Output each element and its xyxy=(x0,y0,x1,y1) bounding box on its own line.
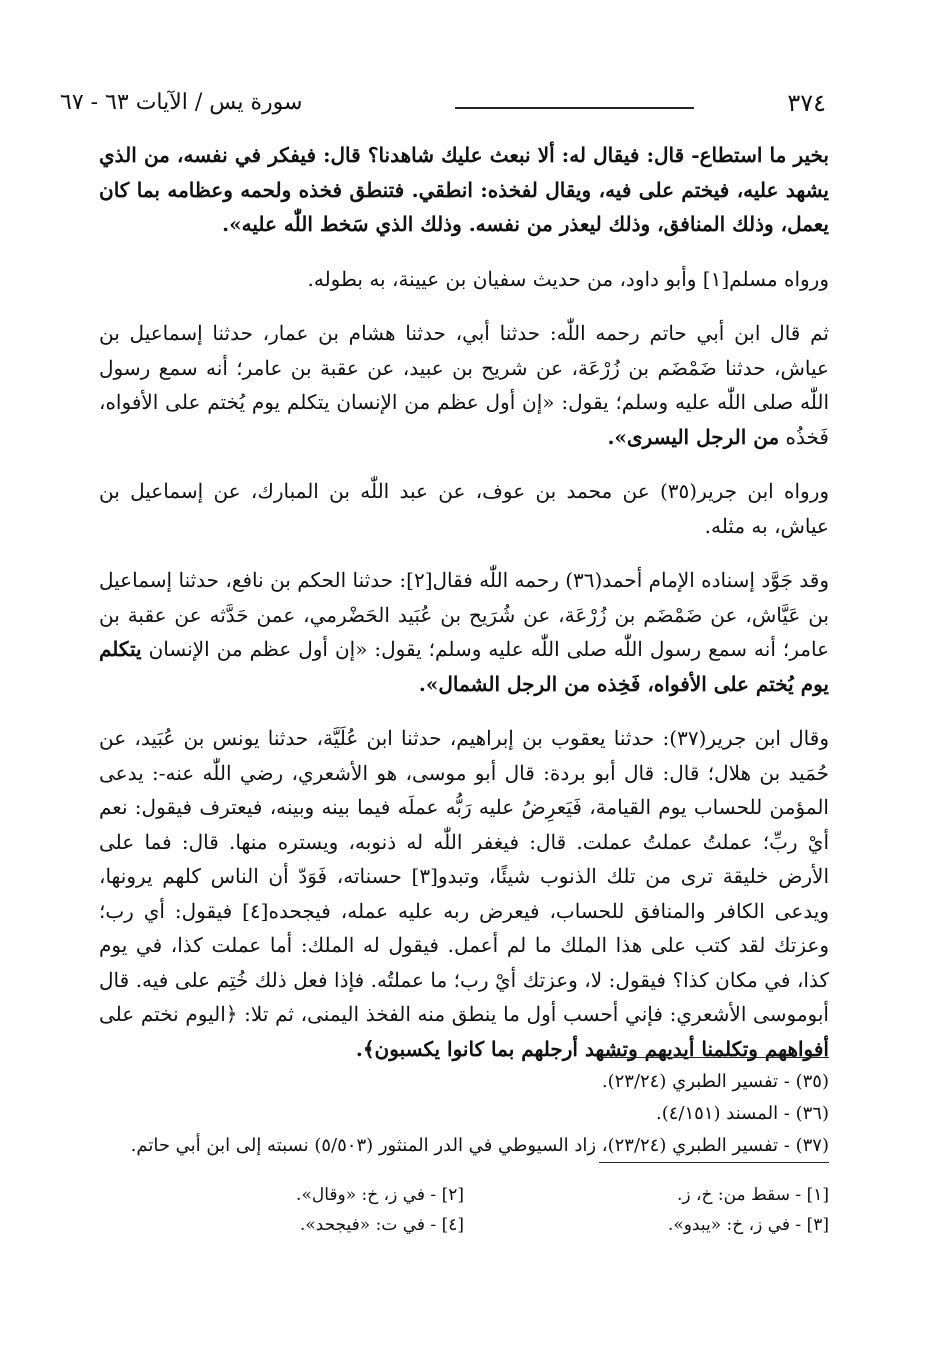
variants-rule xyxy=(599,1162,829,1163)
manuscript-variants xyxy=(99,1180,829,1240)
text-line: وقد جَوَّد إسناده الإمام أحمد(٣٦) رحمه اللّٰه فقال[٢]: حدثنا الحكم بن نافع، حدثنا xyxy=(178,568,830,592)
text-line: كان يعمل، وذلك المنافق، وذلك ليعذر من نفسه. وذلك الذي سَخط اللّٰه عليه». xyxy=(99,177,829,236)
text-line: الذي يشهد عليه، فيختم على فيه، ويقال لفخذه: انطقي. فتنطق فخذه ولحمه وعظامه بما xyxy=(99,143,829,202)
running-title: سورة يس / الآيات ٦٣ - ٦٧ xyxy=(60,90,303,115)
variant-4: [٤] - في ت: «فيجحد». xyxy=(299,1215,464,1235)
paragraph-ibn-jarir-35 xyxy=(99,474,829,543)
text-line: لقد كتب على هذا الملك ما لم أعمل. فيقول له الملك: أما عملت كذا، في يوم كذا، في xyxy=(99,933,829,992)
footnotes xyxy=(99,1066,829,1162)
text-line: بخير ما استطاع- قال: فيقال له: ألا نبعث عليك شاهدنا؟ قال: فيفكر في نفسه، من xyxy=(143,143,829,167)
text-line: أفواههم وتكلمنا أيديهم وتشهد أرجلهم بما كانوا يكسبون﴾. xyxy=(355,1036,829,1061)
paragraph-ibn-abi-hatim xyxy=(99,316,829,454)
text-line: عقبة بن عامر؛ أنه سمع رسول اللّٰه صلى اللّٰه عليه وسلم؛ يقول: «إن أول عظم من الإنسان xyxy=(99,602,829,661)
text-line: وقال ابن جرير(٣٧): حدثنا يعقوب بن إبراهيم، حدثنا ابن عُلَيَّة، حدثنا يونس بن عُبَيد، xyxy=(134,726,829,750)
header-rule xyxy=(455,107,694,109)
paragraph-muslim xyxy=(99,262,829,297)
variant-3: [٣] - في ز، خ: «يبدو». xyxy=(667,1215,829,1235)
footnote-rule xyxy=(599,1057,829,1058)
text-line: يتكلم يوم يُختم على الأفواه، فَخِذه من الرجل الشمال». xyxy=(99,637,829,696)
variant-row xyxy=(99,1210,829,1240)
page-number: ٣٧٤ xyxy=(787,89,826,117)
text-line: الأرض خليقة ترى من تلك الذنوب شيئًا، وتبدو[٣] حسناته، فَوَدّ أن الناس كلهم يرونها، xyxy=(99,864,830,888)
text-line: ويدعى الكافر والمنافق للحساب، فيعرض ربه عليه عمله، فيجحده[٤] فيقول: أي رب؛ وعزتك xyxy=(99,898,830,957)
text-line: مكان كذا؟ فيقول: لا، وعزتك أيْ رب؛ ما عملتُه. فإذا فعل ذلك خُتِم على فيه. قال xyxy=(99,967,758,992)
text-line: من الرجل اليسرى». xyxy=(607,424,780,449)
text-line: صلى اللّٰه عليه وسلم؛ يقول: «إن أول عظم من الإنسان يتكلم يوم يُختم على الأفواه، فَخذُه xyxy=(99,390,829,449)
text-line: إسماعيل بن عَيَّاش، عن ضَمْضَم بن زُرْعَة، عن شُرَيح بن عُبَيد الحَضْرمي، عمن حَدَّثه عن xyxy=(99,568,829,627)
footnote-35: (٣٥) - تفسير الطبري (٢٣/٢٤). xyxy=(601,1071,829,1092)
footnote-36: (٣٦) - المسند (٤/١٥١). xyxy=(656,1103,829,1124)
main-text xyxy=(99,138,829,1066)
footnote-37: (٣٧) - تفسير الطبري (٢٣/٢٤)، زاد السيوطي في الدر المنثور (٥/٥٠٣) نسبته إلى ابن أبي حاتم. xyxy=(130,1135,829,1156)
text-line: يدعى المؤمن للحساب يوم القيامة، فَيَعرِضُ عليه رَبُّه عملَه فيما بينه وبينه، فيعترف فيقول: نعم xyxy=(99,760,829,819)
text-line: عن حُمَيد بن هلال؛ قال: قال أبو بردة: قال أبو موسى، هو الأشعري، رضي اللّٰه عنه-: xyxy=(99,726,830,785)
text-line: عياش، به مثله. xyxy=(704,513,829,538)
text-line: ورواه مسلم[١] وأبو داود، من حديث سفيان بن عيينة، به بطوله. xyxy=(307,266,829,291)
paragraph-ibn-jarir-37 xyxy=(99,721,829,1066)
page-header xyxy=(60,88,826,124)
variant-row xyxy=(99,1180,829,1210)
text-line: عياش، حدثنا ضَمْضَم بن زُرْعَة، عن شريح بن عبيد، عن عقبة بن عامر؛ أنه سمع رسول اللّٰه xyxy=(99,355,830,414)
text-line: ورواه ابن جرير(٣٥) عن محمد بن عوف، عن عبد اللّٰه بن المبارك، عن إسماعيل بن xyxy=(99,479,830,503)
paragraph-ahmad xyxy=(99,563,829,701)
text-line: أبوموسى الأشعري: فإني أحسب أول ما ينطق منه الفخذ اليمنى، ثم تلا: ﴿اليوم نختم على xyxy=(99,1002,829,1026)
text-line: ثم قال ابن أبي حاتم رحمه اللّٰه: حدثنا أبي، حدثنا هشام بن عمار، حدثنا إسماعيل بن xyxy=(99,321,829,345)
text-line: أيْ ربِّ؛ عملتُ عملتُ عملت. قال: فيغفر اللّٰه له ذنوبه، ويستره منها. قال: فما على xyxy=(99,829,829,854)
variant-1: [١] - سقط من: خ، ز. xyxy=(676,1185,829,1205)
variant-2: [٢] - في ز، خ: «وقال». xyxy=(296,1185,464,1205)
paragraph-hadith-continuation xyxy=(99,138,829,242)
